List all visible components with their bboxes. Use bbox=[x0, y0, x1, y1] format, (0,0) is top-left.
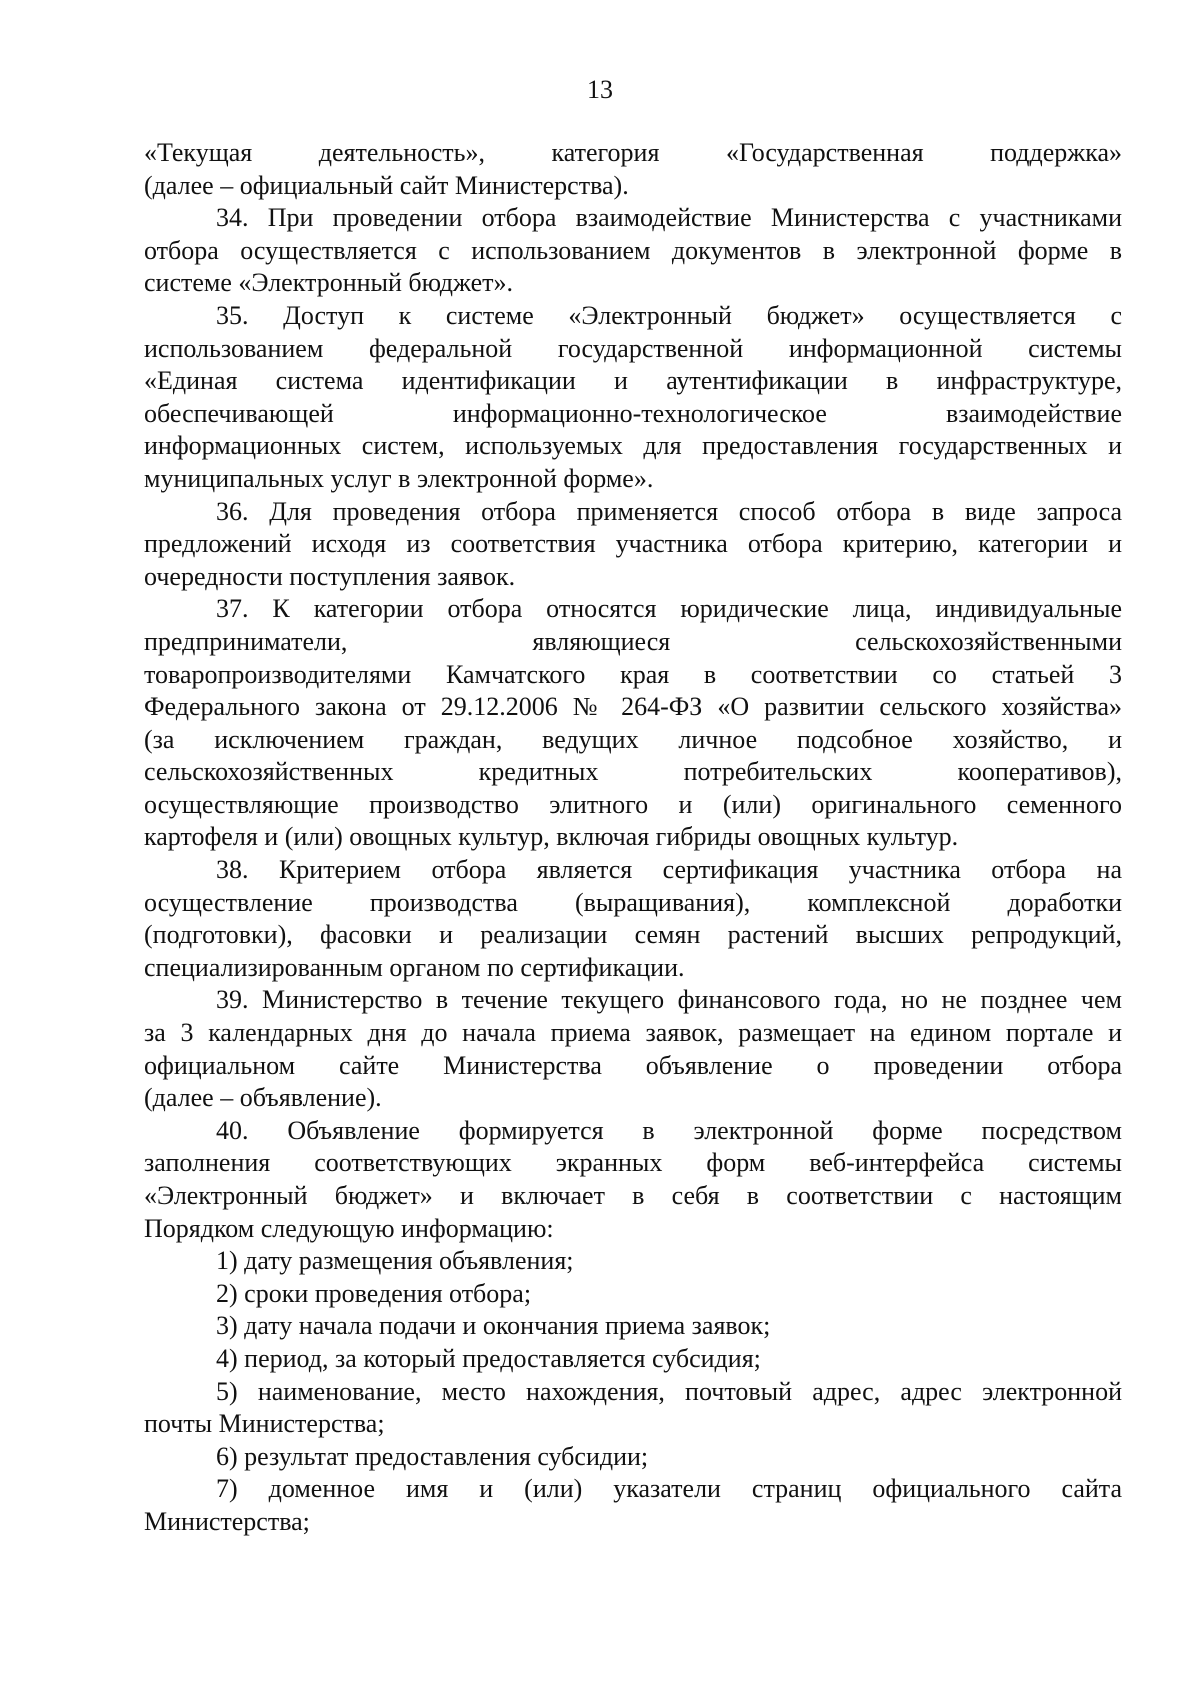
text-line: 40. Объявление формируется в электронной форме посредством bbox=[216, 1115, 1122, 1145]
text-line: отбора осуществляется с использованием документов в электронной форме в bbox=[144, 235, 1122, 265]
paragraph-39 bbox=[144, 984, 1122, 1114]
text-line: «Единая система идентификации и аутентификации в инфраструктуре, bbox=[144, 366, 1122, 396]
list-item-3 bbox=[144, 1310, 1122, 1343]
text-line: Министерства; bbox=[144, 1506, 310, 1536]
text-line: предприниматели, являющиеся сельскохозяйственными bbox=[144, 626, 1122, 656]
text-line: информационных систем, используемых для предоставления государственных и bbox=[144, 431, 1122, 461]
text-line: осуществляющие производство элитного и (или) оригинального семенного bbox=[144, 789, 1122, 819]
text-line: предложений исходя из соответствия участника отбора критерию, категории и bbox=[144, 529, 1122, 559]
text-line: (далее – официальный сайт Министерства). bbox=[144, 170, 629, 200]
text-line: официальном сайте Министерства объявление о проведении отбора bbox=[144, 1050, 1122, 1080]
text-line: «Текущая деятельность», категория «Государственная поддержка» bbox=[144, 138, 1122, 167]
page-number: 13 bbox=[587, 75, 613, 104]
text-line: за 3 календарных дня до начала приема заявок, размещает на едином портале и bbox=[144, 1018, 1122, 1048]
text-line: Порядком следующую информацию: bbox=[144, 1213, 554, 1243]
list-item-7 bbox=[144, 1473, 1122, 1538]
text-line: 2) сроки проведения отбора; bbox=[216, 1278, 532, 1308]
text-line: 6) результат предоставления субсидии; bbox=[216, 1441, 649, 1471]
text-line: заполнения соответствующих экранных форм веб-интерфейса системы bbox=[144, 1148, 1122, 1178]
text-line: 4) период, за который предоставляется субсидия; bbox=[216, 1343, 761, 1373]
text-line: 36. Для проведения отбора применяется способ отбора в виде запроса bbox=[216, 496, 1122, 526]
text-line: 1) дату размещения объявления; bbox=[216, 1246, 574, 1276]
list-item-5 bbox=[144, 1376, 1122, 1441]
text-line: Федерального закона от 29.12.2006 № 264-ФЗ «О развитии сельского хозяйства» bbox=[144, 692, 1122, 722]
text-line: (далее – объявление). bbox=[144, 1083, 382, 1113]
text-line: «Электронный бюджет» и включает в себя в соответствии с настоящим bbox=[144, 1181, 1122, 1210]
text-line: муниципальных услуг в электронной форме». bbox=[144, 463, 654, 493]
text-line: 37. К категории отбора относятся юридические лица, индивидуальные bbox=[216, 594, 1122, 624]
text-line: 5) наименование, место нахождения, почтовый адрес, адрес электронной bbox=[216, 1376, 1122, 1406]
text-line: 7) доменное имя и (или) указатели страниц официального сайта bbox=[216, 1474, 1122, 1504]
paragraph-37 bbox=[144, 593, 1122, 854]
text-line: обеспечивающей информационно-технологическое взаимодействие bbox=[144, 398, 1122, 428]
text-line: почты Министерства; bbox=[144, 1409, 385, 1439]
text-line: (за исключением граждан, ведущих личное подсобное хозяйство, и bbox=[144, 724, 1122, 754]
text-line: сельскохозяйственных кредитных потребительских кооперативов), bbox=[144, 757, 1122, 787]
paragraph-38 bbox=[144, 854, 1122, 984]
paragraph-continuation bbox=[144, 137, 1122, 202]
text-line: 34. При проведении отбора взаимодействие Министерства с участниками bbox=[216, 203, 1122, 233]
text-line: 35. Доступ к системе «Электронный бюджет» осуществляется с bbox=[216, 300, 1122, 330]
text-line: очередности поступления заявок. bbox=[144, 561, 516, 591]
paragraph-40 bbox=[144, 1115, 1122, 1245]
text-line: осуществление производства (выращивания), комплексной доработки bbox=[144, 887, 1122, 917]
list-item-2 bbox=[144, 1278, 1122, 1311]
text-line: 3) дату начала подачи и окончания приема заявок; bbox=[216, 1311, 771, 1341]
text-line: специализированным органом по сертификации. bbox=[144, 952, 685, 982]
list-item-6 bbox=[144, 1441, 1122, 1474]
paragraph-36 bbox=[144, 496, 1122, 594]
text-line: картофеля и (или) овощных культур, включая гибриды овощных культур. bbox=[144, 822, 959, 852]
text-line: 38. Критерием отбора является сертификация участника отбора на bbox=[216, 855, 1122, 885]
paragraph-34 bbox=[144, 202, 1122, 300]
document-body bbox=[144, 137, 1122, 1539]
text-line: системе «Электронный бюджет». bbox=[144, 268, 513, 298]
text-line: использованием федеральной государственной информационной системы bbox=[144, 333, 1122, 363]
paragraph-35 bbox=[144, 300, 1122, 496]
text-line: 39. Министерство в течение текущего финансового года, но не позднее чем bbox=[216, 985, 1122, 1015]
list-item-1 bbox=[144, 1245, 1122, 1278]
text-line: товаропроизводителями Камчатского края в соответствии со статьей 3 bbox=[144, 659, 1122, 689]
list-item-4 bbox=[144, 1343, 1122, 1376]
text-line: (подготовки), фасовки и реализации семян растений высших репродукций, bbox=[144, 920, 1122, 950]
